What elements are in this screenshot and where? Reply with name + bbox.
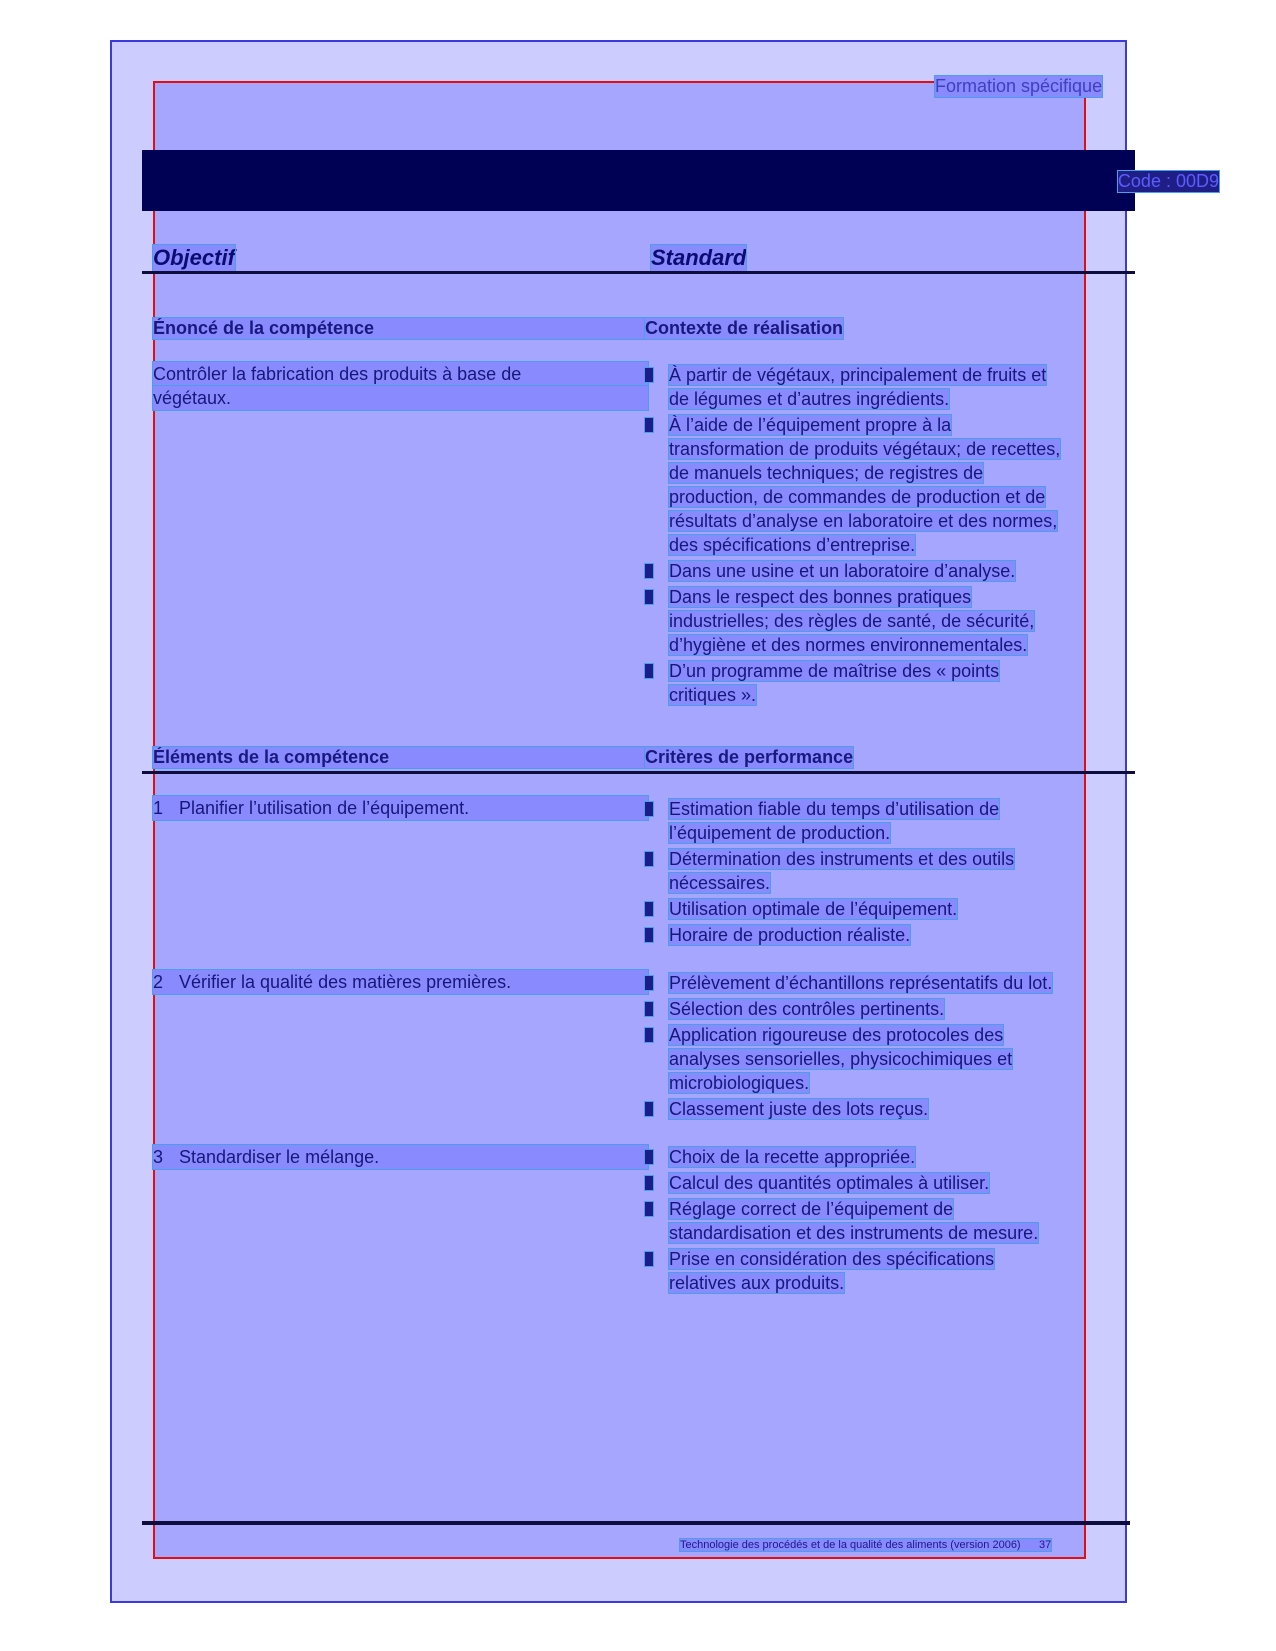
criteria-list [645, 797, 1115, 949]
footer-title: Technologie des procédés et de la qualité des aliments (version 2006) [680, 1539, 1021, 1551]
list-item: Application rigoureuse des protocoles des analyses sensorielles, physicochimiques et microbiologiques. [645, 1023, 1115, 1095]
list-item: Détermination des instruments et des outils nécessaires. [645, 847, 1115, 895]
element-item [153, 970, 648, 994]
element-label: Vérifier la qualité des matières premières. [179, 972, 512, 992]
criteria-list [645, 971, 1115, 1123]
list-item: À l’aide de l’équipement propre à la transformation de produits végétaux; de recettes, de manuels techniques; de registres de production, de commandes de production et de résultats d’analyse en laboratoire et des normes, des spécifications d’entreprise. [645, 413, 1115, 557]
bullet-icon [645, 1102, 653, 1116]
heading-rule [142, 271, 1135, 274]
element-number: 2 [153, 972, 164, 992]
bullet-icon [645, 368, 653, 382]
bullet-icon [645, 590, 653, 604]
elements-rule [142, 771, 1135, 774]
context-heading: Contexte de réalisation [645, 318, 844, 338]
bullet-icon [645, 802, 653, 816]
criteria-list [645, 1145, 1115, 1297]
list-item: Choix de la recette appropriée. [645, 1145, 1115, 1169]
competence-statement [153, 362, 648, 410]
bullet-icon [645, 418, 653, 432]
code-band [142, 150, 1135, 211]
objective-heading: Objectif [153, 245, 235, 270]
statement-line: Contrôler la fabrication des produits à base de [153, 362, 648, 386]
elements-heading: Éléments de la compétence [153, 747, 648, 768]
statement-line: végétaux. [153, 386, 648, 410]
list-item: Prélèvement d’échantillons représentatifs du lot. [645, 971, 1115, 995]
list-item: Classement juste des lots reçus. [645, 1097, 1115, 1121]
bullet-icon [645, 928, 653, 942]
list-item: D’un programme de maîtrise des « points critiques ». [645, 659, 1115, 707]
list-item: Dans une usine et un laboratoire d’analyse. [645, 559, 1115, 583]
list-item: Estimation fiable du temps d’utilisation de l’équipement de production. [645, 797, 1115, 845]
list-item: À partir de végétaux, principalement de fruits et de légumes et d’autres ingrédients. [645, 363, 1115, 411]
context-list [645, 363, 1115, 709]
list-item: Prise en considération des spécifications relatives aux produits. [645, 1247, 1115, 1295]
list-item: Sélection des contrôles pertinents. [645, 997, 1115, 1021]
list-item: Horaire de production réaliste. [645, 923, 1115, 947]
footer-rule [142, 1521, 1130, 1525]
bullet-icon [645, 1176, 653, 1190]
list-item: Utilisation optimale de l’équipement. [645, 897, 1115, 921]
statement-heading: Énoncé de la compétence [153, 318, 648, 339]
element-item [153, 1145, 648, 1169]
list-item: Réglage correct de l’équipement de standardisation et des instruments de mesure. [645, 1197, 1115, 1245]
program-code: Code : 00D9 [1117, 171, 1219, 191]
footer [680, 1539, 1051, 1551]
list-item: Dans le respect des bonnes pratiques industrielles; des règles de santé, de sécurité, d’hygiène et des normes environnementales. [645, 585, 1115, 657]
bullet-icon [645, 1252, 653, 1266]
element-label: Planifier l’utilisation de l’équipement. [179, 798, 470, 818]
standard-heading: Standard [651, 245, 747, 270]
bullet-icon [645, 1028, 653, 1042]
element-item [153, 796, 648, 820]
criteria-heading: Critères de performance [645, 747, 854, 767]
section-label: Formation spécifique [935, 76, 1103, 96]
bullet-icon [645, 1202, 653, 1216]
bullet-icon [645, 564, 653, 578]
element-number: 1 [153, 798, 164, 818]
bullet-icon [645, 1150, 653, 1164]
element-number: 3 [153, 1147, 164, 1167]
element-label: Standardiser le mélange. [179, 1147, 380, 1167]
bullet-icon [645, 852, 653, 866]
list-item: Calcul des quantités optimales à utiliser. [645, 1171, 1115, 1195]
bullet-icon [645, 902, 653, 916]
page-number: 37 [1038, 1539, 1052, 1551]
bullet-icon [645, 976, 653, 990]
bullet-icon [645, 664, 653, 678]
bullet-icon [645, 1002, 653, 1016]
